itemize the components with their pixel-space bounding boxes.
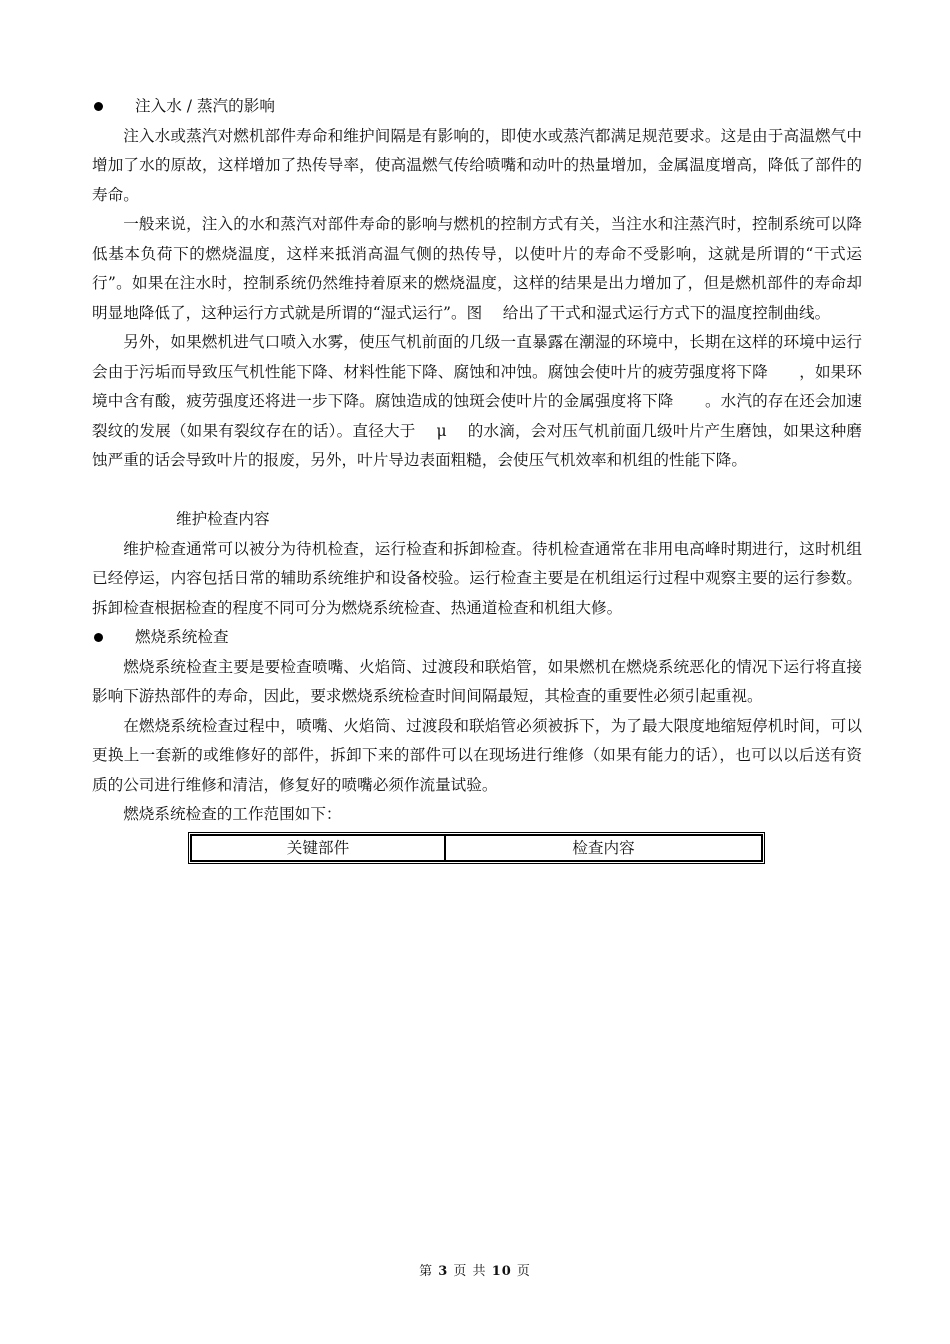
- paragraph-combustion-2: 在燃烧系统检查过程中，喷嘴、火焰筒、过渡段和联焰管必须被拆下，为了最大限度地缩短停机时间，可以更换上一套新的或维修好的部件，拆卸下来的部件可以在现场进行维修（如果有能力的话），也可以以后送有资质的公司进行维修和清洁，修复好的喷嘴必须作流量试验。: [92, 716, 862, 794]
- paragraph-combustion-1: 燃烧系统检查主要是要检查喷嘴、火焰筒、过渡段和联焰管，如果燃机在燃烧系统恶化的情况下运行将直接影响下游热部件的寿命，因此，要求燃烧系统检查时间间隔最短，其检查的重要性必须引起重视。: [92, 657, 862, 705]
- section-title-maintenance: 维护检查内容: [176, 510, 270, 528]
- paragraph-water-steam-1: 注入水或蒸汽对燃机部件寿命和维护间隔是有影响的，即使水或蒸汽都满足规范要求。这是由于高温燃气中增加了水的原故，这样增加了热传导率，使高温燃气传给喷嘴和动叶的热量增加，金属温度增高，降低了部件的寿命。: [92, 126, 862, 204]
- heading-text: 燃烧系统检查: [135, 628, 229, 646]
- footer-total-pages: 10: [491, 1264, 512, 1279]
- table-header-key-component: 关键部件: [191, 835, 445, 861]
- paragraph-maintenance-1: 维护检查通常可以被分为待机检查，运行检查和拆卸检查。待机检查通常在非用电高峰时期进行，这时机组已经停运，内容包括日常的辅助系统维护和设备校验。运行检查主要是在机组运行过程中观察主要的运行参数。拆卸检查根据检查的程度不同可分为燃烧系统检查、热通道检查和机组大修。: [92, 539, 862, 617]
- footer-prefix: 第: [419, 1264, 434, 1279]
- paragraph-water-steam-2: 一般来说，注入的水和蒸汽对部件寿命的影响与燃机的控制方式有关，当注水和注蒸汽时，控制系统可以降低基本负荷下的燃烧温度，这样来抵消高温气侧的热传导，以使叶片的寿命不受影响，这就是所谓的“干式运行”。如果在注水时，控制系统仍然维持着原来的燃烧温度，这样的结果是出力增加了，但是燃机部件的寿命却明显地降低了，这种运行方式就是所谓的“湿式运行”。图 给出了干式和湿式运行方式下的温度控制曲线。: [92, 215, 862, 322]
- bullet-heading-water-steam: [92, 92, 862, 122]
- inspection-scope-table: [188, 832, 765, 864]
- paragraph-combustion-3: 燃烧系统检查的工作范围如下：: [123, 805, 342, 823]
- table-header-inspection-content: 检查内容: [445, 835, 762, 861]
- paragraph-water-steam-3: 另外，如果燃机进气口喷入水雾，使压气机前面的几级一直暴露在潮湿的环境中，长期在这样的环境中运行会由于污垢而导致压气机性能下降、材料性能下降、腐蚀和冲蚀。腐蚀会使叶片的疲劳强度将下降 ，如果环境中含有酸，疲劳强度还将进一步下降。腐蚀造成的蚀斑会使叶片的金属强度将下降 。水汽的存在还会加速裂纹的发展（如果有裂纹存在的话）。直径大于 μ 的水滴，会对压气机前面几级叶片产生磨蚀，如果这种磨蚀严重的话会导致叶片的报废，另外，叶片导边表面粗糙，会使压气机效率和机组的性能下降。: [92, 333, 862, 469]
- bullet-heading-combustion: [92, 623, 862, 653]
- footer-page-number: 3: [438, 1264, 449, 1279]
- footer-suffix: 页: [516, 1264, 531, 1279]
- bullet-dot-icon: [94, 102, 103, 111]
- document-body: [92, 92, 862, 864]
- heading-text: 注入水 / 蒸汽的影响: [135, 97, 275, 115]
- bullet-dot-icon: [94, 633, 103, 642]
- table-header-row: [191, 835, 762, 861]
- footer-middle: 页 共: [453, 1264, 487, 1279]
- page-footer: [0, 1260, 950, 1279]
- blank-line: [92, 476, 862, 506]
